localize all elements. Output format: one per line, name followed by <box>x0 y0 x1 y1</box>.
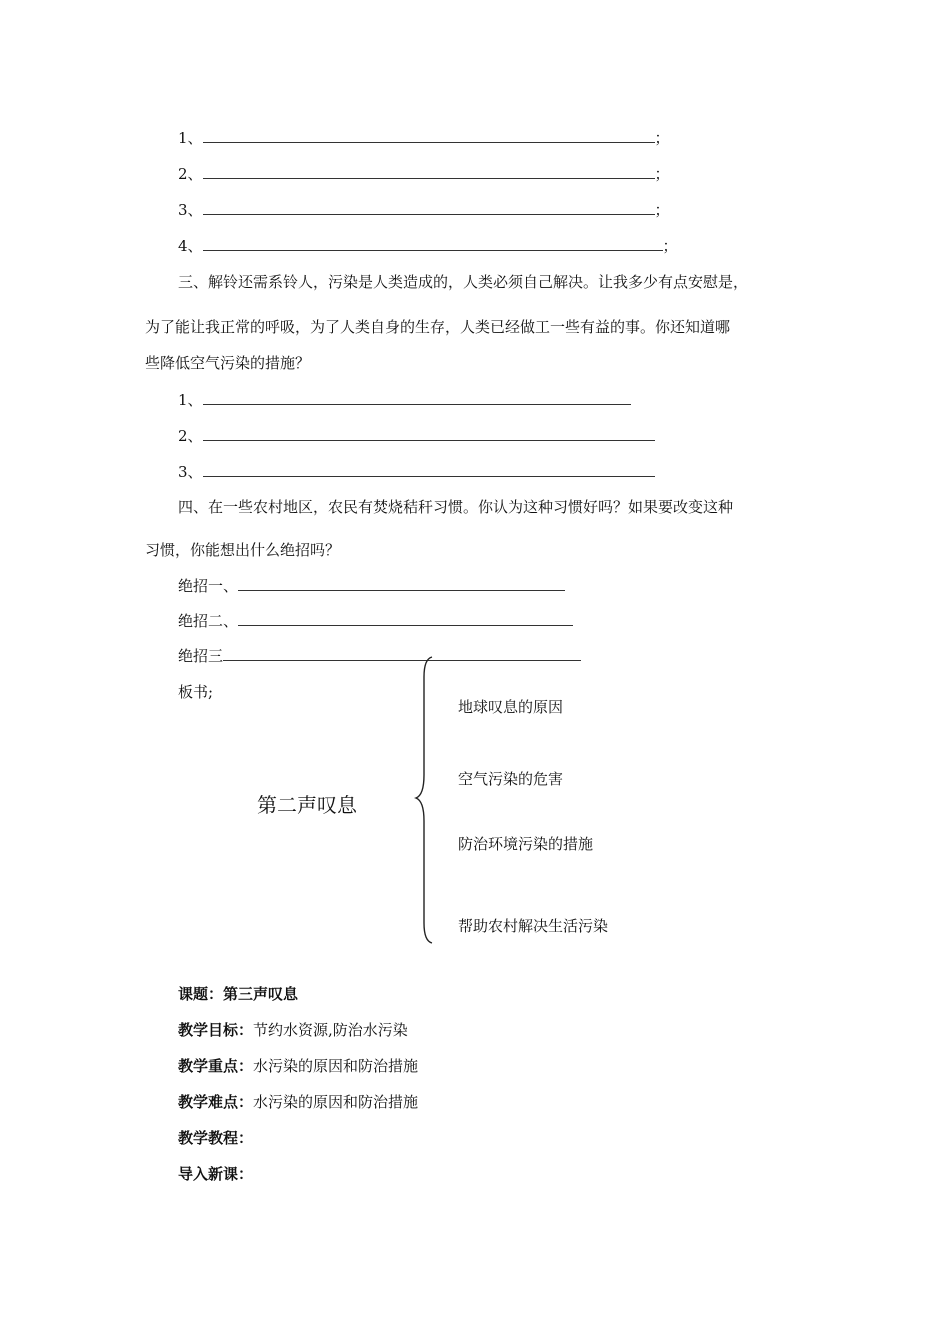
section3-line-3: 些降低空气污染的措施？ <box>145 354 311 372</box>
answer-line-1 <box>178 128 670 148</box>
item-number: 3、 <box>178 463 203 481</box>
trick-line-2 <box>178 611 573 631</box>
section4-line-1: 四、在一些农村地区，农民有焚烧秸秆习惯。你认为这种习惯好吗？如果要改变这种 <box>178 498 734 516</box>
item-number: 1、 <box>178 391 203 409</box>
blank-field[interactable] <box>238 576 565 591</box>
board-item-1: 地球叹息的原因 <box>458 698 564 716</box>
item-number: 3、 <box>178 201 203 219</box>
topic-value: 第三声叹息 <box>223 985 299 1003</box>
goal-label: 教学目标： <box>178 1021 254 1039</box>
trick-label: 绝招三 <box>178 647 224 665</box>
blank-field[interactable] <box>203 164 655 179</box>
board-title: 第二声叹息 <box>257 793 357 817</box>
answer-line-4 <box>178 236 678 256</box>
answer-line-2 <box>178 164 670 184</box>
lesson-topic <box>178 984 298 1004</box>
board-item-2: 空气污染的危害 <box>458 770 564 788</box>
lesson-difficulty <box>178 1092 418 1112</box>
key-label: 教学重点： <box>178 1057 254 1075</box>
blank-field[interactable] <box>203 128 655 143</box>
difficulty-label: 教学难点： <box>178 1093 254 1111</box>
trick-label: 绝招一、 <box>178 577 239 595</box>
section3-line-2: 为了能让我正常的呼吸，为了人类自身的生存，人类已经做工一些有益的事。你还知道哪 <box>145 318 731 336</box>
lesson-intro: 导入新课： <box>178 1165 254 1183</box>
item-end: ； <box>654 201 670 219</box>
blank-field[interactable] <box>203 236 663 251</box>
item-number: 4、 <box>178 237 203 255</box>
trick-line-1 <box>178 576 565 596</box>
difficulty-value: 水污染的原因和防治措施 <box>253 1093 419 1111</box>
measure-line-3 <box>178 462 655 482</box>
item-number: 1、 <box>178 129 203 147</box>
blank-field[interactable] <box>203 462 655 477</box>
blank-field[interactable] <box>238 611 573 626</box>
answer-line-3 <box>178 200 670 220</box>
board-item-3: 防治环境污染的措施 <box>458 835 594 853</box>
measure-line-2 <box>178 426 655 446</box>
trick-label: 绝招二、 <box>178 612 239 630</box>
item-number: 2、 <box>178 427 203 445</box>
key-value: 水污染的原因和防治措施 <box>253 1057 419 1075</box>
topic-label: 课题： <box>178 985 224 1003</box>
item-end: ； <box>662 237 678 255</box>
lesson-key-point <box>178 1056 418 1076</box>
blank-field[interactable] <box>203 426 655 441</box>
item-end: ； <box>654 129 670 147</box>
section4-line-2: 习惯，你能想出什么绝招吗？ <box>145 541 341 559</box>
trick-line-3 <box>178 646 581 666</box>
goal-value: 节约水资源,防治水污染 <box>253 1021 408 1039</box>
board-item-4: 帮助农村解决生活污染 <box>458 917 609 935</box>
measure-line-1 <box>178 390 631 410</box>
lesson-goal <box>178 1020 408 1040</box>
blank-field[interactable] <box>223 646 581 661</box>
blank-field[interactable] <box>203 390 631 405</box>
item-number: 2、 <box>178 165 203 183</box>
blank-field[interactable] <box>203 200 655 215</box>
board-label: 板书; <box>178 683 214 701</box>
curly-brace-icon <box>412 655 442 945</box>
section3-line-1: 三、解铃还需系铃人，污染是人类造成的，人类必须自己解决。让我多少有点安慰是， <box>178 273 749 291</box>
lesson-process: 教学教程： <box>178 1129 254 1147</box>
item-end: ； <box>654 165 670 183</box>
